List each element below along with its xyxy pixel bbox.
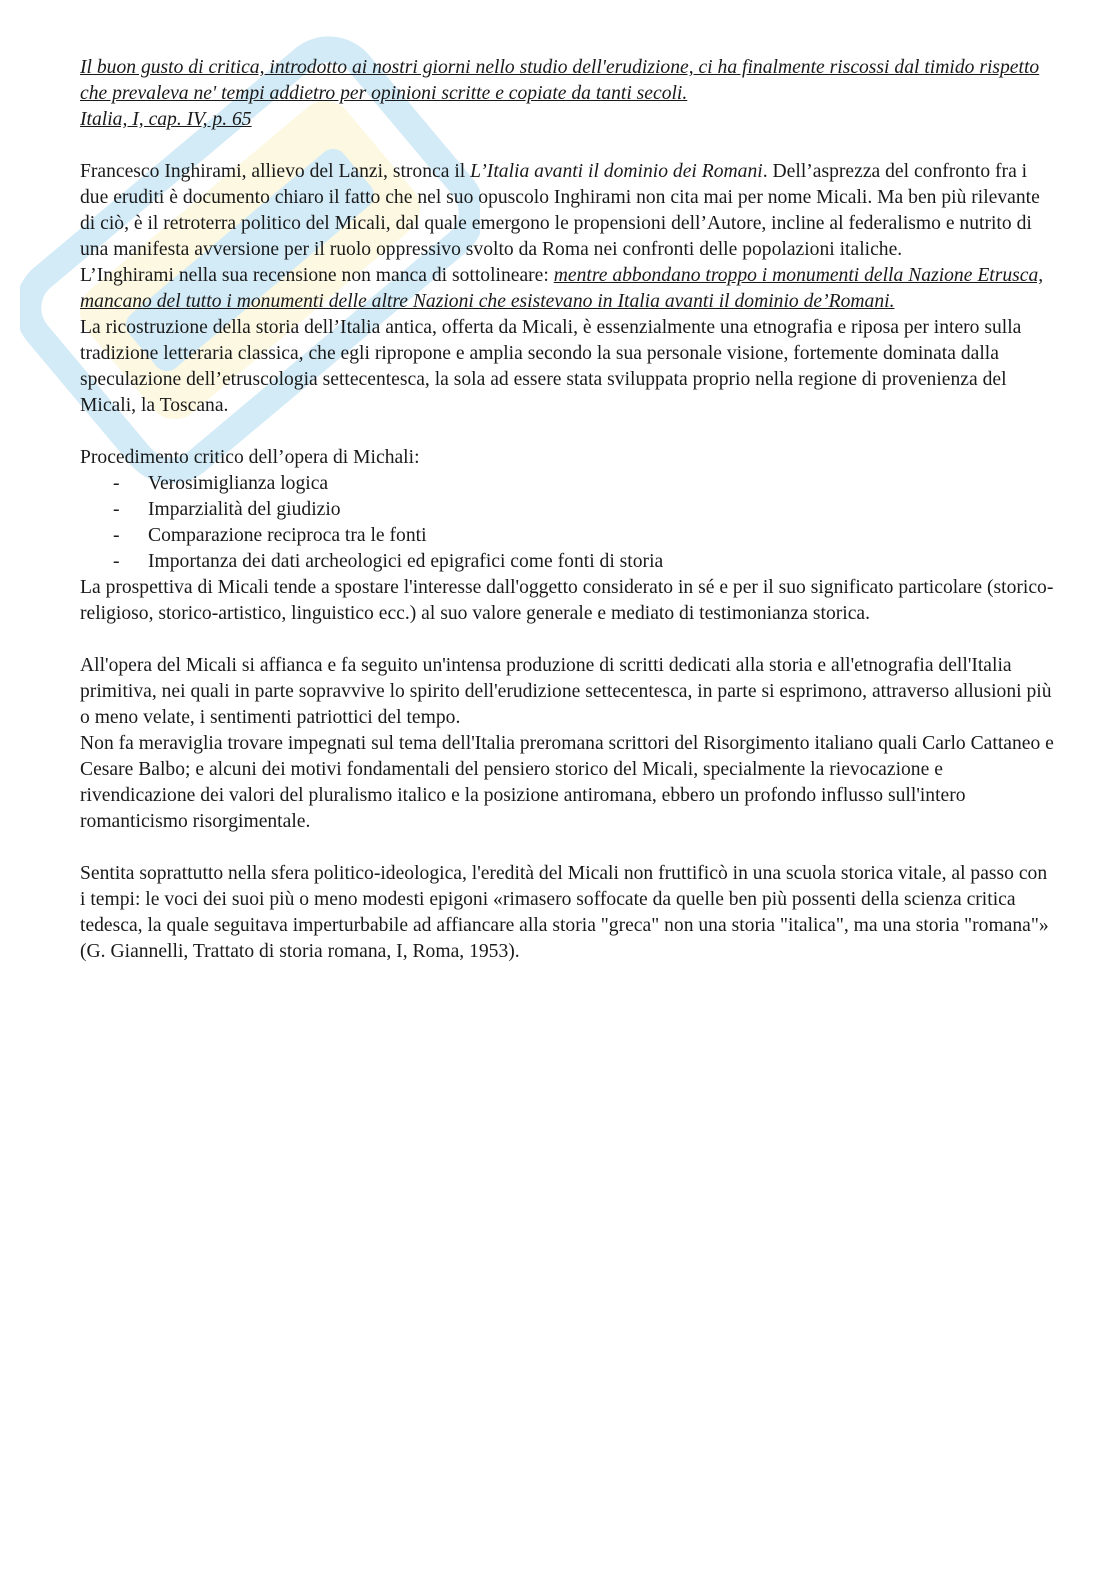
list-item [80,497,1055,523]
procedure-heading: Procedimento critico dell’opera di Michali: [80,447,420,468]
paragraph-prospettiva: La prospettiva di Micali tende a spostare l'interesse dall'oggetto considerato in sé e per il suo significato particolare (storico-religioso, storico-artistico, linguistico ecc.) al suo valore generale e mediato di testimonianza storica. [80,577,1054,624]
paragraph-recensione [80,263,1055,315]
epigraph-quote: Il buon gusto di critica, introdotto ai nostri giorni nello studio dell'erudizione, ci ha finalmente riscossi dal timido rispetto che prevaleva ne' tempi addietro per opinioni scritte e copiate da tanti secoli. [80,57,1040,104]
paragraph-risorgimento: Non fa meraviglia trovare impegnati sul tema dell'Italia preromana scrittori del Risorgimento italiano quali Carlo Cattaneo e Cesare Balbo; e alcuni dei motivi fondamentali del pensiero storico del Micali, specialmente la rievocazione e rivendicazione dei valori del pluralismo italico e la posizione antiromana, ebbero un profondo influsso sull'intero romanticismo risorgimentale. [80,733,1054,832]
list-item [80,523,1055,549]
paragraph-inghirami [80,159,1055,263]
paragraph-eredita: Sentita soprattutto nella sfera politico-ideologica, l'eredità del Micali non fruttificò in una scuola storica vitale, al passo con i tempi: le voci dei suoi più o meno modesti epigoni «rimasero soffocate da quelle ben più possenti della scienza critica tedesca, la quale seguitava imperturbabile ad affiancare alla storia "greca" non una storia "italica", ma una storia "romana"» (G. Giannelli, Trattato di storia romana, I, Roma, 1953). [80,863,1049,962]
document-body [80,55,1055,965]
paragraph-spacer [80,133,1055,159]
list-item-text: Importanza dei dati archeologici ed epigrafici come fonti di storia [148,551,664,572]
recensione-quote: mentre abbondano troppo i monumenti della Nazione Etrusca, mancano del tutto i monumenti delle altre Nazioni che esistevano in Italia avanti il dominio de’Romani. [80,265,1044,312]
paragraph-spacer [80,835,1055,861]
paragraph-inghirami-rest: . Dell’asprezza del confronto fra i due eruditi è documento chiaro il fatto che nel suo opuscolo Inghirami non cita mai per nome Micali. Ma ben più rilevante di ciò, è il retroterra politico del Micali, dal quale emergono le propensioni dell’Autore, incline al federalismo e nutrito di una manifesta avversione per il ruolo oppressivo svolto da Roma nei confronti delle popolazioni italiche. [80,161,1040,260]
paragraph-spacer [80,627,1055,653]
list-item-text: Imparzialità del giudizio [148,499,341,520]
list-item [80,471,1055,497]
paragraph-inghirami-intro: Francesco Inghirami, allievo del Lanzi, stronca il [80,161,471,182]
paragraph-spacer [80,419,1055,445]
list-bullet: - [113,499,120,520]
book-title: L’Italia avanti il dominio dei Romani [470,161,763,182]
list-item-text: Verosimiglianza logica [148,473,329,494]
list-bullet: - [113,525,120,546]
paragraph-produzione: All'opera del Micali si affianca e fa seguito un'intensa produzione di scritti dedicati alla storia e all'etnografia dell'Italia primitiva, nei quali in parte sopravvive lo spirito dell'erudizione settecentesca, in parte si esprimono, attraverso allusioni più o meno velate, i sentimenti patriottici del tempo. [80,655,1052,728]
list-bullet: - [113,551,120,572]
epigraph-citation: Italia, I, cap. IV, p. 65 [80,109,252,130]
paragraph-ricostruzione: La ricostruzione della storia dell’Italia antica, offerta da Micali, è essenzialmente una etnografia e riposa per intero sulla tradizione letteraria classica, che egli ripropone e amplia secondo la sua personale visione, fortemente dominata dalla speculazione dell’etruscologia settecentesca, la sola ad essere stata sviluppata proprio nella regione di provenienza del Micali, la Toscana. [80,317,1022,416]
paragraph-recensione-intro: L’Inghirami nella sua recensione non manca di sottolineare: [80,265,554,286]
procedure-list [80,471,1055,575]
list-item [80,549,1055,575]
list-item-text: Comparazione reciproca tra le fonti [148,525,427,546]
list-bullet: - [113,473,120,494]
